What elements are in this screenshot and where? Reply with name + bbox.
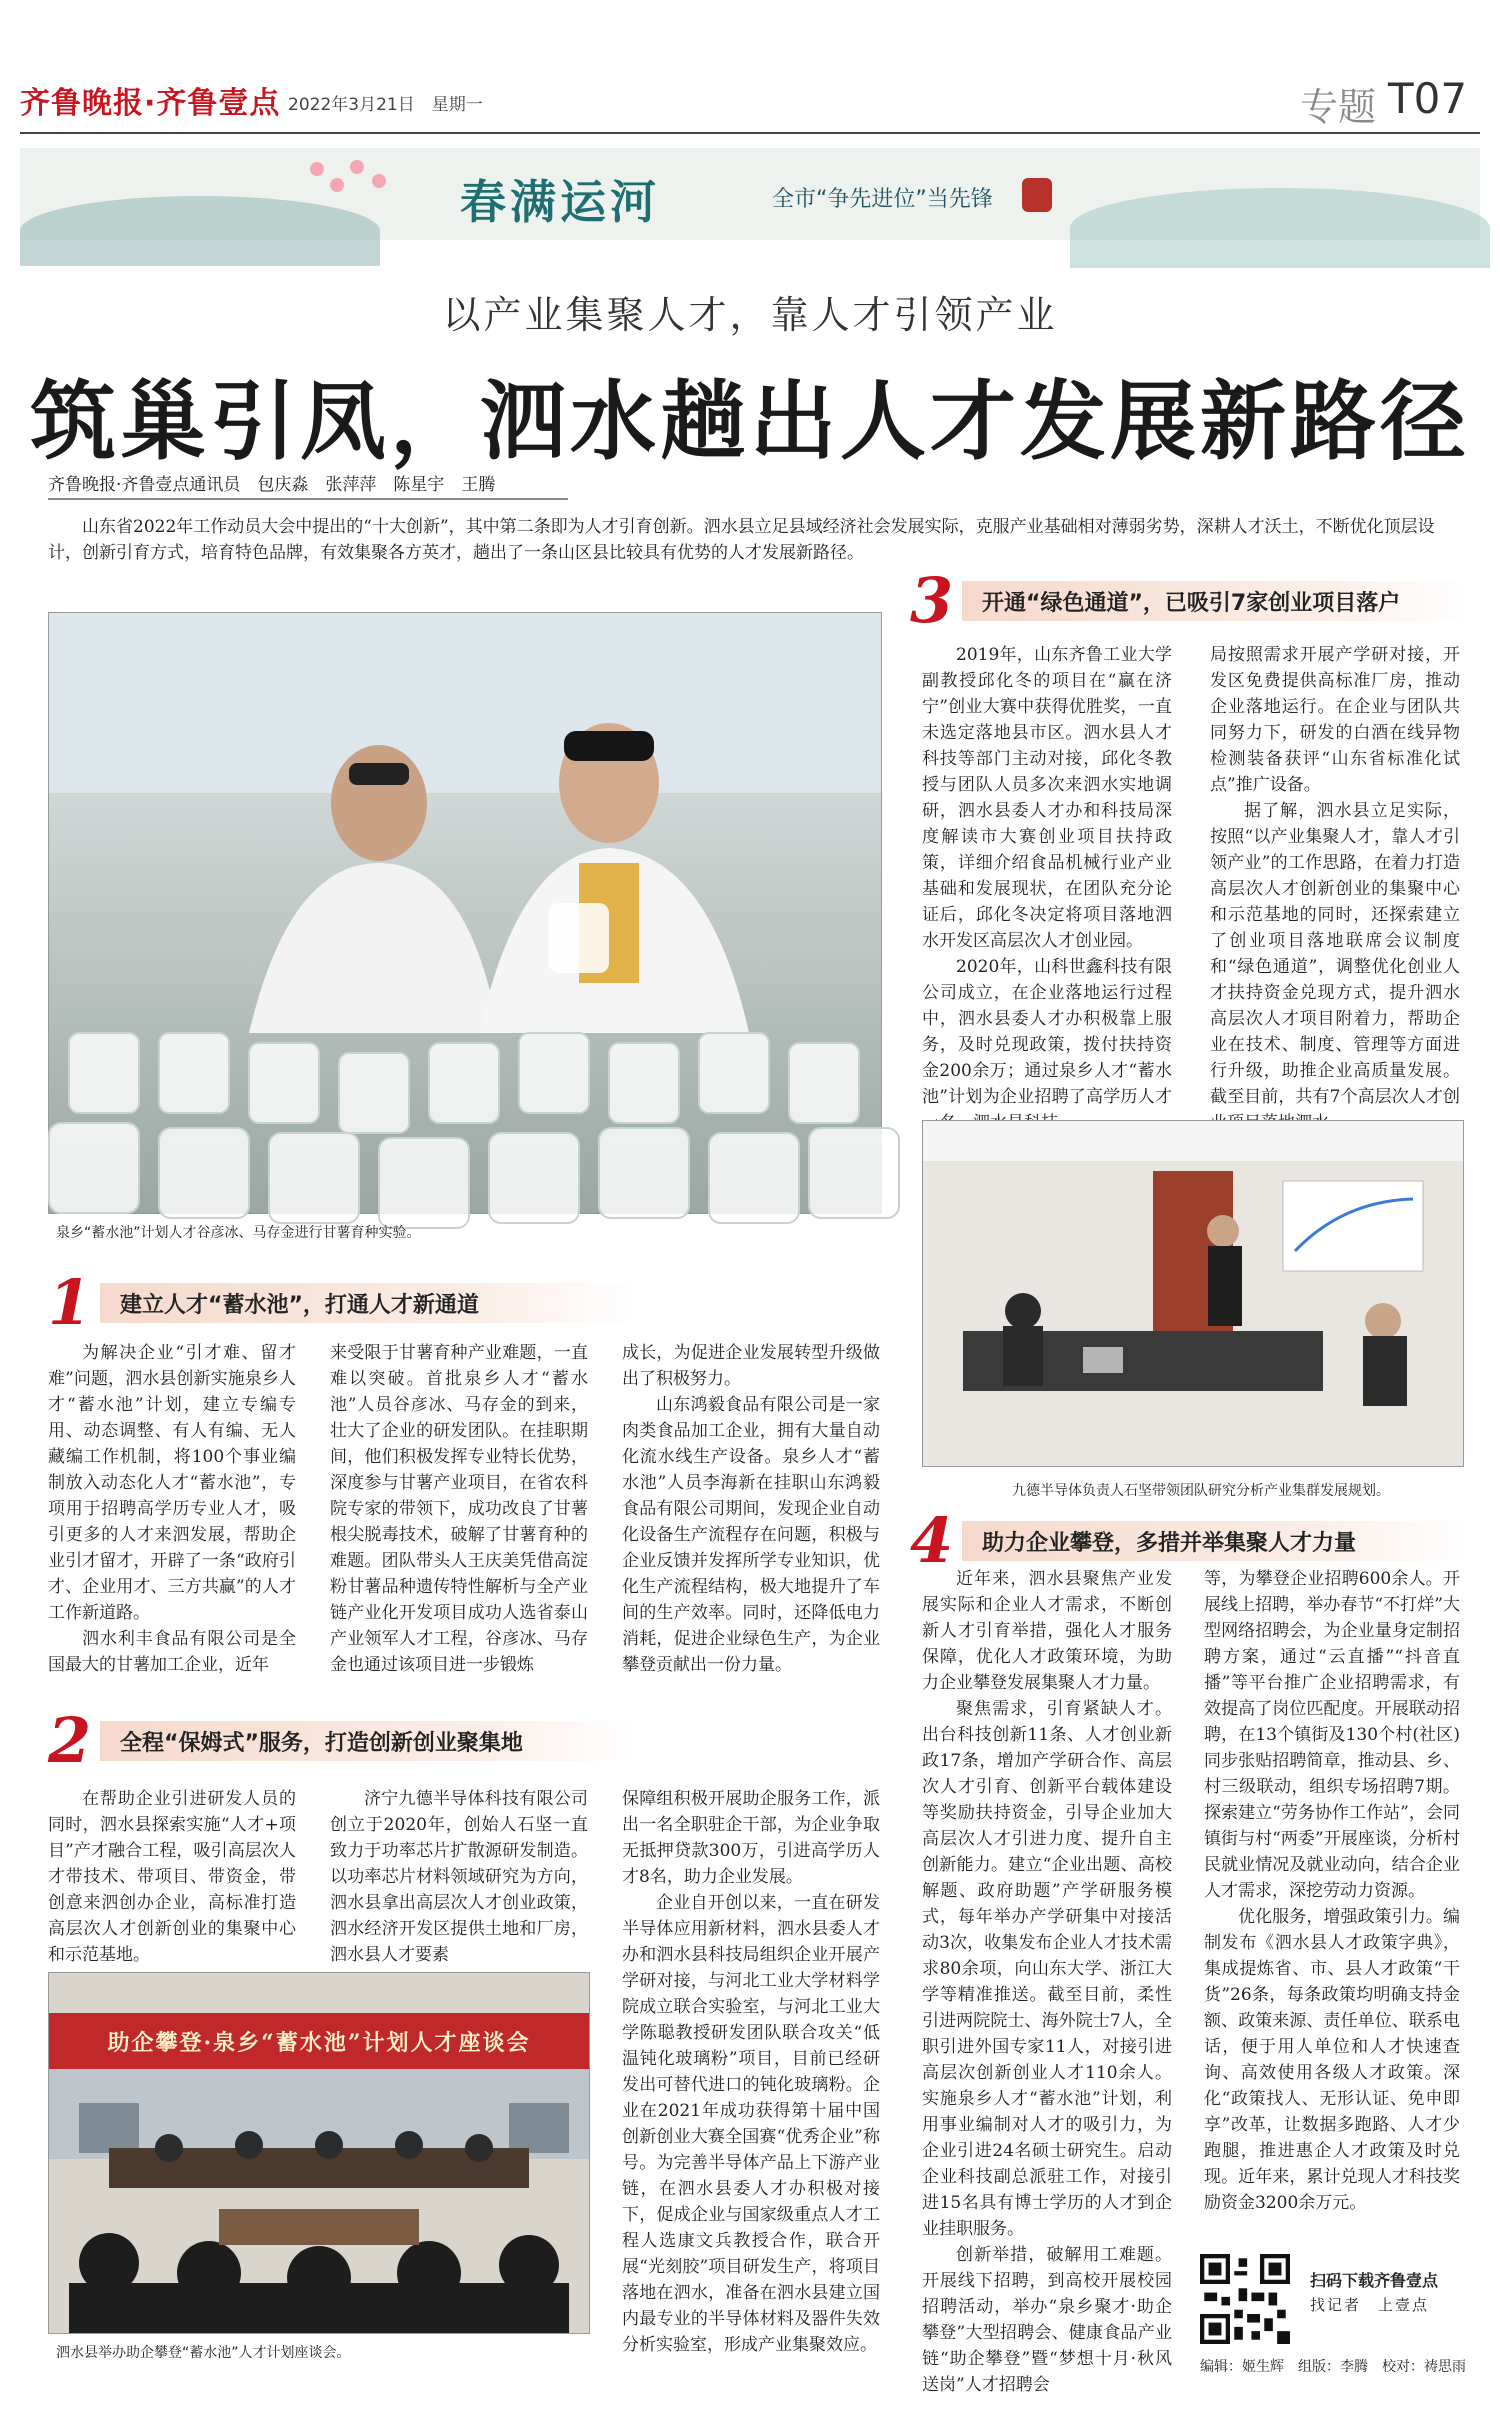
paragraph: 局按照需求开展产学研对接，开发区免费提供高标准厂房，推动企业落地运行。在企业与团队共同努力下，研发的白酒在线异物检测装备获评“山东省标准化试点”推广设备。 (1210, 645, 1460, 795)
masthead-divider (20, 132, 1480, 134)
section-2-column-2 (330, 1786, 588, 1970)
blossom-icon (350, 160, 364, 174)
qr-tagline: 找记者 上壹点 (1310, 2296, 1430, 2314)
section-2-title: 全程“保姆式”服务，打造创新创业聚集地 (120, 1730, 523, 1756)
blossom-icon (330, 178, 344, 192)
photo-lab-researchers (48, 612, 882, 1214)
byline-divider (48, 498, 568, 500)
section-3-column-2 (1210, 642, 1460, 1114)
section-4-title-bar (962, 1521, 1470, 1561)
section-1-column-2 (330, 1340, 588, 1675)
lab-photo-illustration (49, 613, 881, 1213)
section-1-number: 1 (48, 1266, 92, 1339)
section-4-title: 助力企业攀登，多措并举集聚人才力量 (982, 1530, 1357, 1556)
paragraph: 等，为攀登企业招聘600余人。开展线上招聘，举办春节“不打烊”大型网络招聘会，为企业量身定制招聘方案，通过“云直播”“抖音直播”等平台推广企业招聘需求，有效提高了岗位匹配度。开展联动招聘，在13个镇街及130个村(社区)同步张贴招聘简章，推动县、乡、村三级联动，组织专场招聘7期。探索建立“劳务协作工作站”，会同镇街与村“两委”开展座谈，分析村民就业情况及就业动向，结合企业人才需求，深挖劳动力资源。 (1204, 1569, 1460, 1901)
paragraph: 2020年，山科世鑫科技有限公司成立，在企业落地运行过程中，泗水县委人才办积极靠上服务，及时兑现政策，拨付扶持资金200余万；通过泉乡人才“蓄水池”计划为企业招聘了高学历人才 (922, 957, 1172, 1107)
seal-icon (1022, 178, 1052, 212)
banner-title: 春满运河 (460, 175, 660, 229)
section-4-column-2 (1204, 1566, 1460, 2242)
issue-date (288, 90, 483, 115)
paragraph: 据了解，泗水县立足实际，按照“以产业集聚人才，靠人才引领产业”的工作思路，在着力打造高层次人才创新创业的集聚中心和示范基地的同时，还探索建立了创业项目落地联席会议制度和“绿色通道”，调整优化创业人才扶持资金兑现方式，提升泗水高层次人才项目附着力，帮助企业在技术、制度、管理等方面进行升级，助推企业高质量发展。截至目前，共有7个高层次人才创 (1210, 801, 1460, 1107)
newspaper-brand: 齐鲁晚报·齐鲁壹点 (20, 86, 281, 121)
photo-semiconductor-team (922, 1120, 1464, 1467)
paragraph: 创新举措，破解用工难题。开展线下招聘，到高校开展校园招聘活动，举办“泉乡聚才·助企攀登”大型招聘会、健康食品产业链“助企攀登”暨“梦想十月·秋风送岗”人才招聘会 (922, 2245, 1172, 2395)
paragraph: 聚焦需求，引育紧缺人才。出台科技创新11条、人才创业新政17条，增加产学研合作、高层次人才引育、创新平台载体建设等奖励扶持资金，引导企业加大高层次人才引进力度、提升自主创新能力。建立“企业出题、高校解题、政府助题”产学研服务模式，每年举办产学研集中对接活动3次，收集发布企业人才技术需求80余项，向山东大学、浙江大学等精准推送。截至目前，柔性引进两院院士、海外院士7人，全职引进外国专家11人，对接引进高层次创新创业人才110余人。实施泉乡人才“蓄水池”计划，利用事业编制对人才的吸引力，为企业引进24名硕士研究生。启动企业科技副总派驻工作，对接引进15名具有博士学历的人才到企业挂职服务。 (922, 1699, 1172, 2239)
qr-download-label: 扫码下载齐鲁壹点 (1310, 2271, 1439, 2290)
section-2-column-3 (622, 1786, 880, 2360)
section-3-title-bar (962, 581, 1470, 621)
paragraph: 山东鸿毅食品有限公司是一家肉类食品加工企业，拥有大量自动化流水线生产设备。泉乡人才“蓄水池”人员李海新在挂职山东鸿毅食品有限公司期间，发现企业自动化设备生产流程存在问题，积极与企业反馈并发挥所学专业知识，优化生产流程结构，极大地提升了车间的生产效率。同时，还降低电力消耗，促进企业绿色生产，为企业攀登贡献出一份力量。 (622, 1395, 880, 1675)
section-2-number: 2 (48, 1704, 92, 1777)
qr-code-icon[interactable] (1200, 2254, 1290, 2344)
section-3-column-1 (922, 642, 1172, 1114)
issue-date-value: 2022年3月21日 (288, 95, 415, 115)
section-3-title: 开通“绿色通道”，已吸引7家创业项目落户 (982, 590, 1401, 616)
section-1-title-bar (100, 1283, 638, 1323)
blossom-icon (372, 174, 386, 188)
mountain-decoration-left (20, 196, 380, 266)
section-2-header (48, 1704, 638, 1777)
paragraph: 成长，为促进企业发展转型升级做出了积极努力。 (622, 1343, 880, 1389)
blossom-icon (310, 162, 324, 176)
section-2-title-bar (100, 1721, 638, 1761)
topic-banner (20, 148, 1480, 240)
paragraph: 泗水利丰食品有限公司是全国最大的甘薯加工企业，近年 (48, 1629, 296, 1675)
banner-slogan: 全市“争先进位”当先锋 (772, 187, 993, 212)
paragraph: 在帮助企业引进研发人员的同时，泗水县探索实施“人才+项目”产才融合工程，吸引高层次人才带技术、带项目、带资金，带创意来泗创办企业，高标准打造高层次人才创新创业的集聚中心和示范基地。 (48, 1789, 296, 1965)
photo-meeting-caption: 泗水县举办助企攀登“蓄水池”人才计划座谈会。 (56, 2345, 351, 2361)
section-1-column-1 (48, 1340, 296, 1675)
photo-lab-caption: 泉乡“蓄水池”计划人才谷彦冰、马存金进行甘薯育种实验。 (56, 1225, 421, 1241)
section-2-column-1 (48, 1786, 296, 1970)
section-4-number: 4 (910, 1504, 954, 1577)
section-3-header (910, 564, 1470, 637)
photo-semiconductor-caption: 九德半导体负责人石坚带领团队研究分析产业集群发展规划。 (1012, 1483, 1390, 1499)
paragraph: 济宁九德半导体科技有限公司创立于2020年，创始人石坚一直致力于功率芯片扩散源研发制造。以功率芯片材料领域研究为方向，泗水县拿出高层次人才创业政策，泗水经济开发区提供土地和厂房，泗水县人才要素 (330, 1789, 588, 1965)
article-byline: 齐鲁晚报·齐鲁壹点通讯员 包庆淼 张萍萍 陈星宇 王腾 (48, 475, 496, 495)
meeting-backdrop-banner: 助企攀登·泉乡“蓄水池”计划人才座谈会 (107, 2029, 531, 2056)
paragraph: 来受限于甘薯育种产业难题，一直难以突破。首批泉乡人才“蓄水池”人员谷彦冰、马存金的到来，壮大了企业的研发团队。在挂职期间，他们积极发挥专业特长优势，深度参与甘薯产业项目，在省农科院专家的带领下，成功改良了甘薯根尖脱毒技术，破解了甘薯育种的难题。团队带头人王庆美凭借高淀粉甘薯品种遗传特性解析与全产业链产业化开发项目成功人选省泰山产业领军人才工程，谷彦冰、马存金也通过该项目进一步锻炼 (330, 1343, 588, 1675)
editor-credits: 编辑：姬生辉 组版：李腾 校对：祷思雨 (1200, 2359, 1466, 2375)
article-headline: 筑巢引凤，泗水趟出人才发展新路径 (30, 371, 1470, 472)
paragraph: 2019年，山东齐鲁工业大学副教授邱化冬的项目在“赢在济宁”创业大赛中获得优胜奖，一直未选定落地县市区。泗水县人才科技等部门主动对接，邱化冬教授与团队人员多次来泗水实地调研，泗水县委人才办和科技局深度解读市大赛创业项目扶持政策，详细介绍食品机械行业产业基础和发展现状，在团队充分论证后，邱化冬决定将项目落地泗水开发区高层次人才创业园。 (922, 645, 1172, 951)
mountain-decoration-right (1070, 188, 1490, 268)
photo-talent-meeting (48, 1972, 590, 2334)
semiconductor-photo-illustration (923, 1121, 1463, 1466)
section-3-number: 3 (910, 564, 954, 637)
article-lead (48, 514, 1448, 566)
section-4-header (910, 1504, 1470, 1577)
page-number: T07 (1388, 74, 1468, 123)
paragraph: 为解决企业“引才难、留才难”问题，泗水县创新实施泉乡人才“蓄水池”计划，建立专编专用、动态调整、有人有编、无人藏编工作机制，将100个事业编制放入动态化人才“蓄水池”，专项用于招聘高学历专业人才，吸引更多的人才来泗发展，帮助企业引才留才，开辟了一条“政府引才、企业用才、三方共赢”的人才工作新道路。 (48, 1343, 296, 1623)
paragraph: 近年来，泗水县聚焦产业发展实际和企业人才需求，不断创新人才引育举措，强化人才服务保障，优化人才政策环境，为助力企业攀登发展集聚人才力量。 (922, 1569, 1172, 1693)
paragraph: 保障组积极开展助企服务工作，派出一名全职驻企干部，为企业争取无抵押贷款300万，引进高学历人才8名，助力企业发展。 (622, 1789, 880, 1887)
section-label: 专题 (1300, 85, 1377, 129)
section-1-column-3 (622, 1340, 880, 1675)
article-lead-text: 山东省2022年工作动员大会中提出的“十大创新”，其中第二条即为人才引育创新。泗水县立足县域经济社会发展实际，克服产业基础相对薄弱劣势，深耕人才沃土，不断优化顶层设计，创新引育方式，培育特色品牌，有效集聚各方英才，趟出了一条山区县比较具有优势的人才发展新路径。 (48, 517, 1435, 563)
article-kicker: 以产业集聚人才，靠人才引领产业 (442, 293, 1058, 337)
paragraph: 企业自开创以来，一直在研发半导体应用新材料，泗水县委人才办和泗水县科技局组织企业开展产学研对接，与河北工业大学材料学院成立联合实验室，与河北工业大学陈聪教授研发团队联合攻关“低温钝化玻璃粉”项目，目前已经研发出可替代进口的钝化玻璃粉。企业在2021年成功获得第十届中国创新创业大赛全国赛“优秀企业”称号。为完善半导体产品上下游产业链，在泗水县委人才办积极对接下，促成企业与国家级重点人才工程人选康文兵教授合作，联合开展“光刻胶”项目研发生产，将项目落地在泗水，准备在泗水县建立国内最专业的半导体材料及器件失效分析实验室，形成产业集聚效应。 (622, 1893, 880, 2355)
section-1-title: 建立人才“蓄水池”，打通人才新通道 (120, 1292, 479, 1318)
paragraph: 优化服务，增强政策引力。编制发布《泗水县人才政策字典》，集成提炼省、市、县人才政策“干货”26条，每条政策均明确支持金额、政策来源、责任单位、联系电话，便于用人单位和人才快速查询、高效使用各级人才政策。深化“政策找人、无形认证、免申即享”改革，让数据多跑路、人才少跑腿，推进惠企人才政策及时兑现。近年来，累计兑现人才科技奖励资金3200余万元。 (1204, 1907, 1460, 2213)
section-4-column-1 (922, 1566, 1172, 2400)
issue-weekday: 星期一 (431, 95, 483, 115)
section-1-header (48, 1266, 638, 1339)
